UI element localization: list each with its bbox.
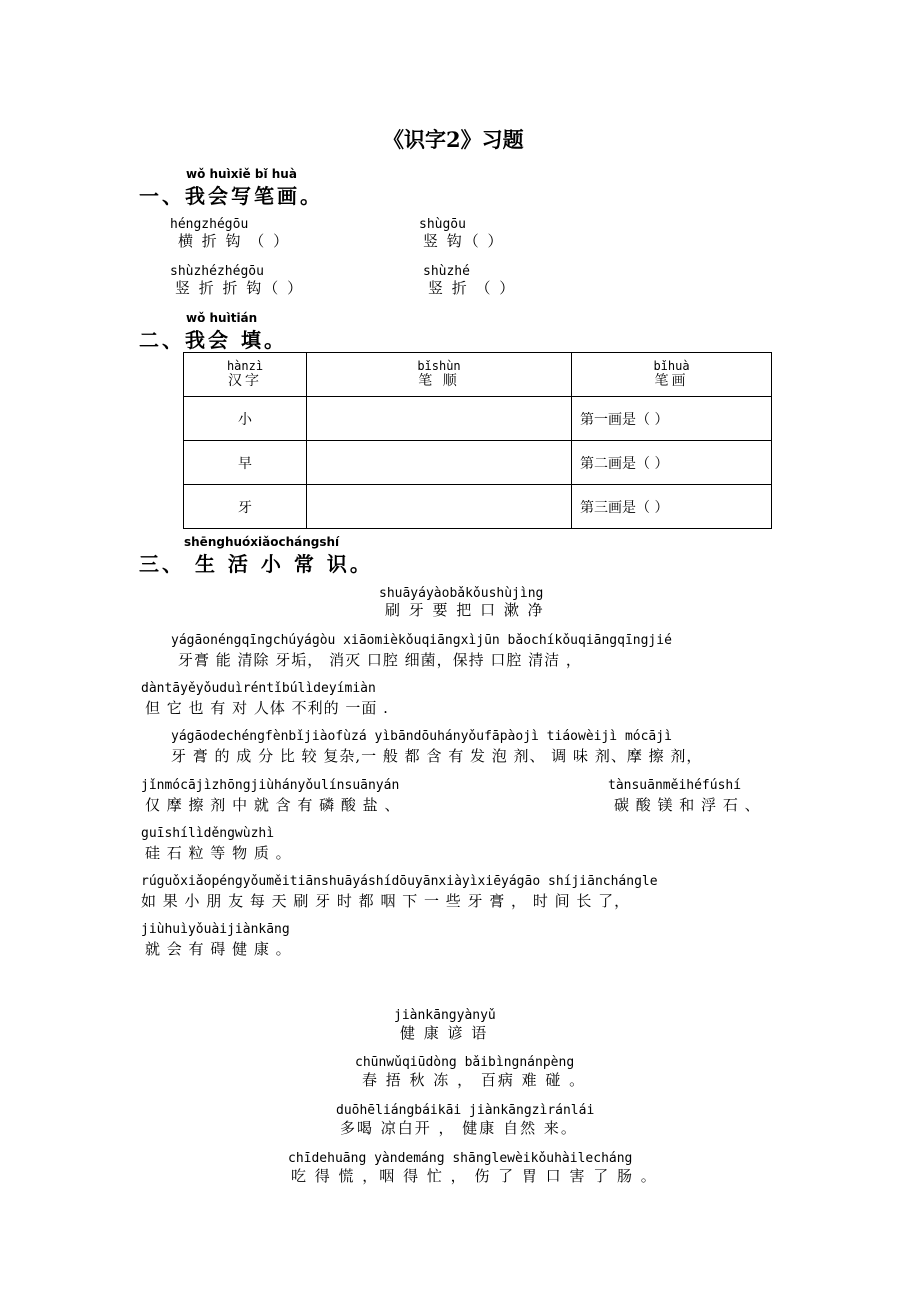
passage-pinyin: rúguǒxiǎopéngyǒuměitiānshuāyáshídōuyānxiàyìxiēyágāo shíjiānchángle	[141, 874, 658, 889]
proverb-pinyin: chūnwǔqiūdòng bǎibìngnánpèng	[355, 1055, 575, 1070]
subtitle-pinyin: shuāyáyàobǎkǒushùjìng	[379, 586, 544, 601]
passage-line: 如 果 小 朋 友 每 天 刷 牙 时 都 咽 下 一 些 牙 膏 ， 时 间 长 了，	[141, 892, 631, 910]
page-title: 《识字2》习题	[383, 127, 524, 152]
table-row	[184, 485, 772, 529]
section2-heading: 二、我会 填。	[139, 328, 287, 352]
header-hanzi	[184, 353, 307, 397]
subtitle: 刷 牙 要 把 口 漱 净	[385, 601, 545, 619]
passage-pinyin: yágāonéngqīngchúyágòu xiāomièkǒuqiāngxìjūn bǎochíkǒuqiāngqīngjié	[171, 633, 672, 648]
table-row	[184, 441, 772, 485]
section3-heading-pinyin: shēnghuóxiǎochángshí	[184, 535, 340, 549]
bishun-input-cell[interactable]	[307, 397, 572, 441]
header-pinyin: hànzì	[226, 358, 264, 373]
item-pinyin: héngzhégōu	[170, 217, 249, 232]
bishun-input-cell[interactable]	[307, 485, 572, 529]
stroke-cell[interactable]: 第三画是（ ）	[572, 485, 772, 529]
passage-pinyin: tànsuānměihéfúshí	[608, 778, 742, 793]
header-pinyin: bǐhuà	[653, 358, 690, 373]
stroke-cell[interactable]: 第二画是（ ）	[572, 441, 772, 485]
passage-pinyin: dàntāyěyǒuduìréntǐbúlìdeyímiàn	[141, 681, 376, 696]
proverb-line: 春 捂 秋 冻 ， 百病 难 碰 。	[362, 1071, 587, 1089]
char-cell: 小	[184, 397, 307, 441]
bishun-input-cell[interactable]	[307, 441, 572, 485]
table-header-row	[184, 353, 772, 397]
section1-heading-pinyin: wǒ huìxiě bǐ huà	[186, 167, 297, 181]
passage-line: 但 它 也 有 对 人体 不利的 一面 .	[145, 699, 389, 717]
passage-line: 牙 膏 的 成 分 比 较 复杂,一 般 都 含 有 发 泡 剂、 调 味 剂、摩 擦 剂，	[171, 747, 703, 765]
item-pinyin: shùzhézhégōu	[170, 264, 264, 279]
char-cell: 早	[184, 441, 307, 485]
passage-line: 硅 石 粒 等 物 质 。	[145, 844, 292, 862]
proverb-line: 吃 得 慌 ，咽 得 忙 ， 伤 了 胃 口 害 了 肠 。	[291, 1167, 658, 1185]
header-pinyin: bǐshùn	[417, 358, 461, 373]
stroke-cell[interactable]: 第一画是（ ）	[572, 397, 772, 441]
proverb-line: 多喝 凉白开 ， 健康 自然 来。	[340, 1119, 578, 1137]
table-row	[184, 397, 772, 441]
passage-pinyin: yágāodechéngfènbǐjiàofùzá yìbāndōuhányǒufāpàojì tiáowèijì mócājì	[171, 729, 672, 744]
item-pinyin: shùzhé	[423, 264, 470, 279]
header-text: 汉字	[228, 372, 262, 389]
passage-pinyin: jiùhuìyǒuàijiànkāng	[141, 922, 290, 937]
item-pinyin: shùgōu	[419, 217, 466, 232]
stroke-item: 竖 钩（ ）	[423, 232, 505, 250]
passage-pinyin: jǐnmócājìzhōngjiùhányǒulínsuānyán	[141, 778, 400, 793]
stroke-item: 横 折 钩 （ ）	[178, 232, 291, 250]
passage-line: 碳 酸 镁 和 浮 石 、	[614, 796, 761, 814]
section3-heading: 三、 生 活 小 常 识。	[139, 552, 373, 576]
stroke-item: 竖 折 折 钩（ ）	[175, 279, 305, 297]
passage-pinyin: guīshílìděngwùzhì	[141, 826, 275, 841]
passage-line: 仅 摩 擦 剂 中 就 含 有 磷 酸 盐 、	[145, 796, 401, 814]
header-text: 笔 顺	[418, 372, 460, 389]
header-bihua	[572, 353, 772, 397]
stroke-item: 竖 折 （ ）	[428, 279, 517, 297]
proverb-pinyin: chīdehuāng yàndemáng shānglewèikǒuhàilecháng	[288, 1151, 633, 1166]
header-text: 笔画	[654, 372, 689, 389]
stroke-table	[183, 352, 772, 529]
char-cell: 牙	[184, 485, 307, 529]
proverbs-title-pinyin: jiànkāngyànyǔ	[394, 1008, 496, 1023]
passage-line: 牙膏 能 清除 牙垢， 消灭 口腔 细菌，保持 口腔 清洁 ，	[178, 651, 582, 669]
header-bishun	[307, 353, 572, 397]
proverb-pinyin: duōhēliángbáikāi jiànkāngzìránlái	[336, 1103, 595, 1118]
section2-heading-pinyin: wǒ huìtián	[186, 311, 258, 325]
passage-line: 就 会 有 碍 健 康 。	[145, 940, 292, 958]
section1-heading: 一、我会写笔画。	[139, 184, 323, 208]
proverbs-title: 健 康 谚 语	[400, 1024, 489, 1042]
